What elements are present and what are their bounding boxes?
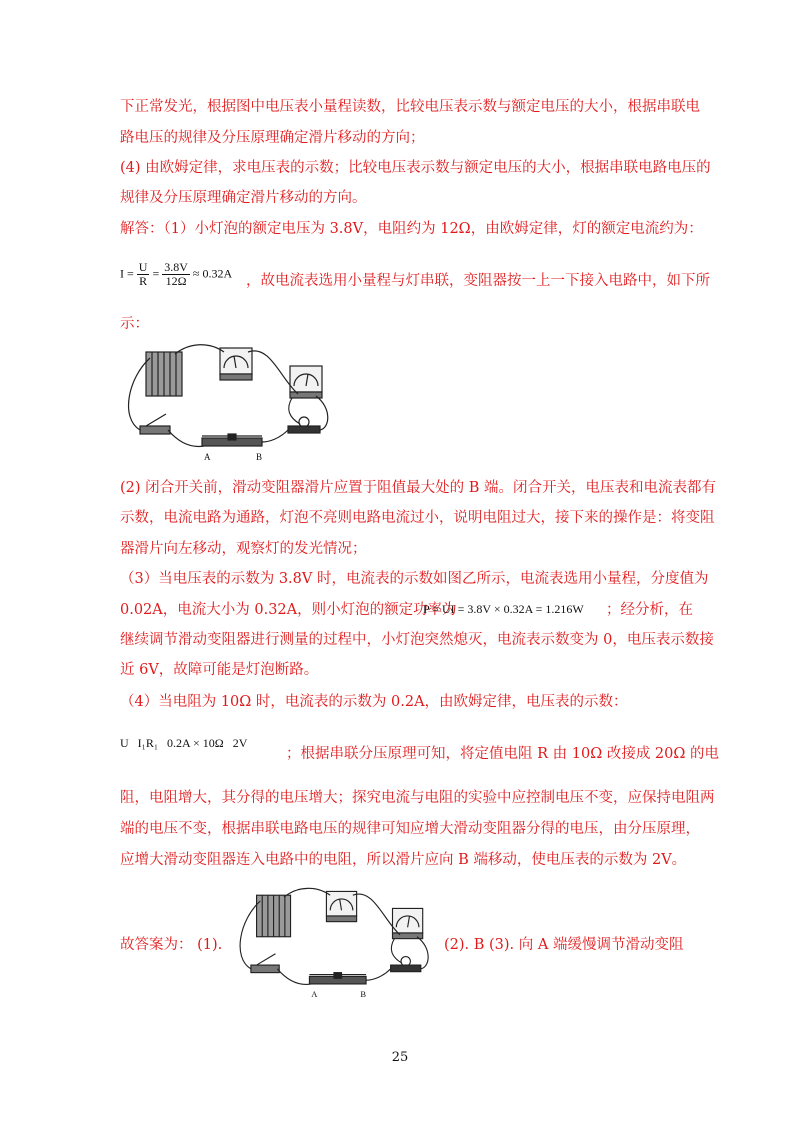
text-line: 示： <box>120 316 149 332</box>
text-line: 应增大滑动变阻器连入电路中的电阻，所以滑片应向 B 端移动，使电压表的示数为 2V。 <box>120 852 687 868</box>
text-line: 0.02A，电流大小为 0.32A，则小灯泡的额定功率为 <box>120 602 457 618</box>
text-line: （3）当电压表的示数为 3.8V 时，电流表的示数如图乙所示，电流表选用小量程，分度值为 <box>120 571 709 587</box>
text-line: 规律及分压原理确定滑片移动的方向。 <box>120 190 367 206</box>
terminal-label-b: B <box>360 989 367 1000</box>
current-formula: I = $\frac{U}{R}$ = $\frac{3.8V}{12\Omega}$ ≈ 0.32A <box>120 260 233 288</box>
text-line: 下正常发光，根据图中电压表小量程读数，比较电压表示数与额定电压的大小，根据串联电 <box>120 99 700 115</box>
text-line: 解答：（1）小灯泡的额定电压为 3.8V，电阻约为 12Ω，由欧姆定律，灯的额定电流约为： <box>120 221 703 237</box>
circuit-diagram <box>120 338 335 463</box>
voltage-formula: U I₁R₁ 0.2A × 10Ω 2V <box>120 736 248 750</box>
text-line: ，故电流表选用小量程与灯串联，变阻器按一上一下接入电路中，如下所 <box>246 273 710 289</box>
text-line: (4) 由欧姆定律，求电压表的示数；比较电压表示数与额定电压的大小，根据串联电路电压的 <box>120 160 711 176</box>
power-formula: P = UI = 3.8V × 0.32A = 1.216W <box>423 602 584 616</box>
text-line: (2) 闭合开关前，滑动变阻器滑片应置于阻值最大处的 B 端。闭合开关，电压表和电流表都有 <box>120 480 717 496</box>
text-line: 阻，电阻增大，其分得的电压增大；探究电流与电阻的实验中应控制电压不变，应保持电阻两 <box>120 790 715 806</box>
text-line: 器滑片向左移动，观察灯的发光情况； <box>120 541 367 557</box>
page-number: 25 <box>391 1050 409 1065</box>
answer-continuation: (2). B (3). 向 A 端缓慢调节滑动变阻 <box>444 937 684 953</box>
text-line: ；根据串联分压原理可知，将定值电阻 R 由 10Ω 改接成 20Ω 的电 <box>286 746 720 762</box>
terminal-label-b: B <box>256 452 263 462</box>
answer-circuit-diagram <box>226 882 441 1000</box>
terminal-label-a: A <box>204 452 211 462</box>
terminal-label-a: A <box>311 989 318 1000</box>
text-line: 近 6V，故障可能是灯泡断路。 <box>120 662 319 678</box>
text-line: ；经分析，在 <box>606 602 693 618</box>
text-line: 继续调节滑动变阻器进行测量的过程中，小灯泡突然熄灭，电流表示数变为 0，电压表示数接 <box>120 632 714 648</box>
text-line: （4）当电阻为 10Ω 时，电流表的示数为 0.2A，由欧姆定律，电压表的示数： <box>120 694 628 710</box>
text-line: 路电压的规律及分压原理确定滑片移动的方向； <box>120 130 425 146</box>
text-line: 示数，电流电路为通路，灯泡不亮则电路电流过小，说明电阻过大，接下来的操作是：将变阻 <box>120 510 715 526</box>
answer-prefix: 故答案为： (1). <box>120 937 223 953</box>
text-line: 端的电压不变，根据串联电路电压的规律可知应增大滑动变阻器分得的电压，由分压原理， <box>120 821 700 837</box>
